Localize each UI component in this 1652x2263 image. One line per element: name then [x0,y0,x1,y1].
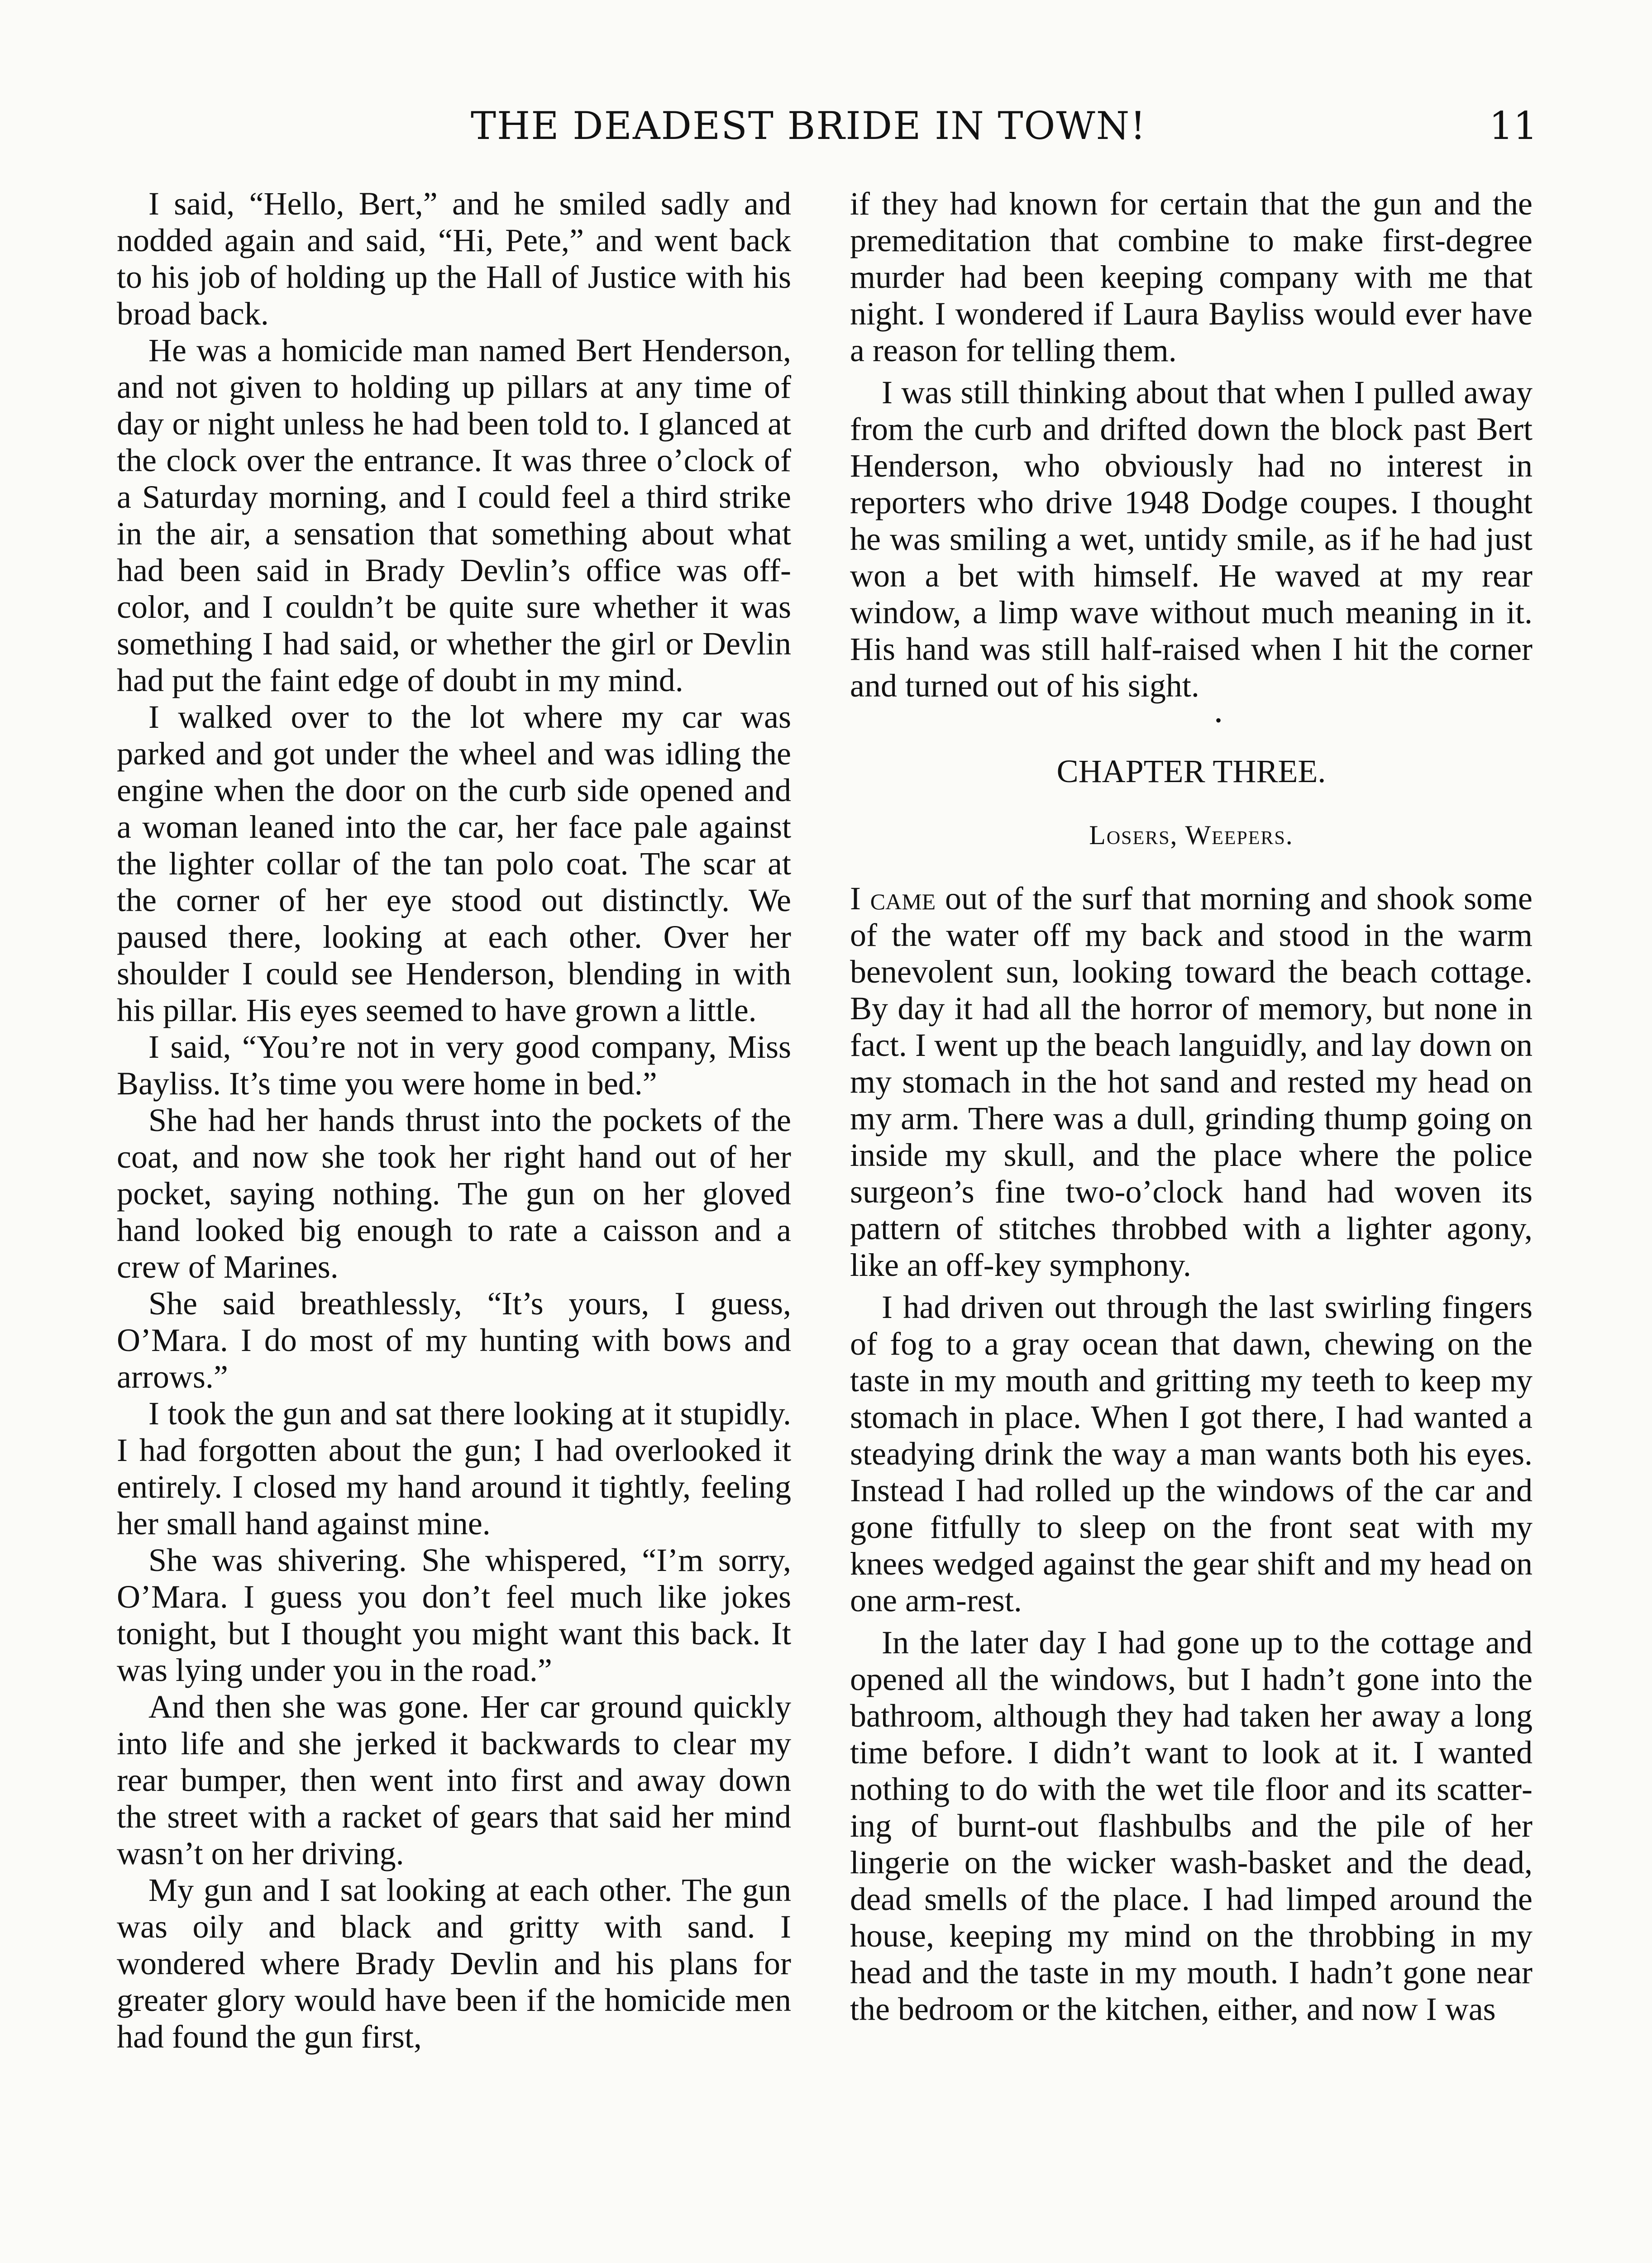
paragraph: She was shivering. She whispered, “I’m sorry, O’Mara. I guess you don’t feel much like jokes tonight, but I thought you might want this back. It was lying under you in the road.” [117,1542,791,1688]
paragraph: I said, “You’re not in very good company, Miss Bayliss. It’s time you were home in bed.” [117,1029,791,1102]
paragraph: I said, “Hello, Bert,” and he smiled sadly and nodded again and said, “Hi, Pete,” and went back to his job of holding up the Hall of Justice with his broad back. [117,186,791,332]
continued-paragraph: if they had known for certain that the gun and the premeditation that combine to make first-degree murder had been keeping company with me that night. I wondered if Laura Bayliss would ever have a reason for telling them. [850,186,1533,368]
chapter-opening-text: out of the surf that morning and shook some of the water off my back and stood in the warm benevolent sun, looking toward the beach cottage. By day it had all the horror of memory, but none in fact. I went up the beach languidly, and lay down on my stomach in the hot sand and rested my head on my arm. There was a dull, grinding thump going on inside my skull, and the place where the police surgeon’s fine two-o’clock hand had woven its pattern of stitches throbbed with a lighter agony, like an off-key symphony. [850,880,1533,1283]
page-number: 11 [1489,104,1537,148]
paragraph: She had her hands thrust into the pockets of the coat, and now she took her right hand out of her pocket, saying nothing. The gun on her gloved hand looked big enough to rate a caisson and a crew of Marines. [117,1102,791,1285]
left-text-column [117,186,791,2055]
paragraph: I was still thinking about that when I pulled away from the curb and drifted down the block past Bert Henderson, who obviously had no interest in reporters who drive 1948 Dodge coupes. I thought he was smiling a wet, untidy smile, as if he had just won a bet with himself. He waved at my rear window, a limp wave without much meaning in it. His hand was still half-raised when I hit the corner and turned out of his sight. [850,374,1533,704]
section-break-mark: • [1215,710,1222,730]
chapter-opening-paragraph [850,880,1533,1284]
paragraph: My gun and I sat looking at each other. The gun was oily and black and gritty with sand. I wondered where Brady Devlin and his plans for greater glory would have been if the homicide men had found the gun first, [117,1872,791,2055]
chapter-subtitle: Losers, Weepers. [1089,820,1294,850]
paragraph: She said breathlessly, “It’s yours, I guess, O’Mara. I do most of my hunting with bows and arrows.” [117,1285,791,1395]
paragraph: He was a homicide man named Bert Henderson, and not given to holding up pillars at any time of day or night unless he had been told to. I glanced at the clock over the entrance. It was three o’clock of a Saturday morning, and I could feel a third strike in the air, a sensation that something about what had been said in Brady Devlin’s office was off-color, and I couldn’t be quite sure whether it was something I had said, or whether the girl or Devlin had put the faint edge of doubt in my mind. [117,332,791,698]
paragraph: In the later day I had gone up to the cottage and opened all the windows, but I hadn’t gone into the bathroom, although they had taken her away a long time before. I didn’t want to look at it. I wanted nothing to do with the wet tile floor and its scattering of burnt-out flashbulbs and the pile of her lingerie on the wicker wash-basket and the dead, dead smells of the place. I had limped around the house, keeping my mind on the throbbing in my head and the taste in my mouth. I hadn’t gone near the bedroom or the kitchen, either, and now I was [850,1624,1533,2027]
running-title: THE DEADEST BRIDE IN TOWN! [471,104,1146,148]
chapter-lead-in: I came [850,880,936,917]
paragraph: And then she was gone. Her car ground quickly into life and she jerked it backwards to clear my rear bumper, then went into first and away down the street with a racket of gears that said her mind wasn’t on her driving. [117,1689,791,1872]
paragraph: I had driven out through the last swirling fingers of fog to a gray ocean that dawn, chewing on the taste in my mouth and gritting my teeth to keep my stomach in place. When I got there, I had wanted a steadying drink the way a man wants both his eyes. Instead I had rolled up the windows of the car and gone fitfully to sleep on the front seat with my knees wedged against the gear shift and my head on one arm-rest. [850,1289,1533,1618]
chapter-title: CHAPTER THREE. [1056,753,1326,789]
right-text-column [850,186,1533,2028]
paragraph: I took the gun and sat there looking at it stupidly. I had forgotten about the gun; I had overlooked it entirely. I closed my hand around it tightly, feeling her small hand against mine. [117,1395,791,1542]
paragraph: I walked over to the lot where my car was parked and got under the wheel and was idling the engine when the door on the curb side opened and a woman leaned into the car, her face pale against the lighter collar of the tan polo coat. The scar at the corner of her eye stood out distinctly. We paused there, looking at each other. Over her shoulder I could see Henderson, blending in with his pillar. His eyes seemed to have grown a little. [117,699,791,1028]
